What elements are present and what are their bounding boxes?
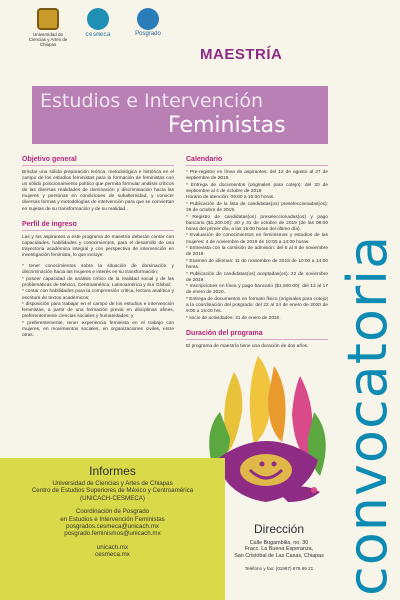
posgrado-logo-caption: Posgrado [135,31,161,37]
calendario-list [186,170,328,322]
perfil-heading: Perfil de ingreso [22,221,174,231]
perfil-intro: Las y los aspirantes a este programa de maestría deberán contar con capacidades, habilidades y conocimientos, para el desarrollo de una trayectoria académica integral y con perspectiva de intervención en investigación feminista, lo que incluye: [22,234,174,258]
calendario-heading: Calendario [186,156,328,166]
calendario-item: * Registro de candidatas(os) preseleccionadas(os) y pago bancario ($1,200.00): 30 y 31 de octubre de 2019 (de las 08:00 horas del primer día, a las 15:00 horas del último día). [186,214,328,232]
informes-line: Coordinación de Posgrado [75,508,150,516]
informes-line: (UNICACH-CESMECA) [80,494,145,502]
right-column [186,156,328,355]
informes-line: Universidad de Ciencias y Artes de Chiapas [52,480,173,487]
convocatoria-side-title: convocatoria [336,234,399,596]
address-line: Fracc. La Buena Esperanza, [244,546,314,553]
informes-line: Centro de Estudios Superiores de México y Centroamérica [31,487,194,495]
calendario-item: * Publicación de la lista de candidatas(os) preseleccionadas(os): 29 de octubre de 2019. [186,201,328,214]
calendario-item: * Pre-registro en línea de aspirantes: del 12 de agosto al 27 de septiembre de 2019. [186,170,328,182]
objetivo-heading: Objetivo general [22,156,174,166]
duracion-heading: Duración del programa [186,330,328,340]
program-level-label: MAESTRÍA [200,46,283,63]
perfil-item: * contar con habilidades para la comprensión crítica, lectura analítica y escritura de textos académicos; [22,289,174,301]
informes-heading: Informes [89,464,136,478]
center-corn-cob-icon [250,356,286,444]
informes-box [0,458,225,600]
objetivo-body [22,170,174,213]
informes-content [0,464,225,559]
calendario-item: Horario de atención: 09:00 a 15:00 horas. [186,195,275,201]
unicach-logo-caption: Universidad de Ciencias y Artes de Chiapas [28,32,68,47]
unicach-logo [28,8,68,47]
duracion-body [186,344,328,350]
cesmeca-emblem-icon [87,8,109,30]
duracion-text: El programa de maestría tiene una duración de dos años. [186,343,309,349]
calendario-item: * Inscripciones en línea y pago bancario ($1,500.00): del 13 al 17 de enero de 2020. [186,284,328,296]
perfil-list [22,264,174,339]
direccion-heading: Dirección [253,522,304,536]
posgrado-logo [128,8,168,37]
website-link[interactable]: cesmeca.mx [95,551,130,559]
phone-line: Teléfono y fax: (01967) 678 69 21 [244,566,314,572]
calendario-body [186,170,328,322]
program-title-line2: Feministas [168,113,286,138]
perfil-item: * disposición para trabajar en el campo de los estudios e intervención feministas, a partir de una formación previa en disciplinas afines, preferentemente ciencias sociales y humanidades; y [22,302,174,320]
posgrado-emblem-icon [137,8,159,30]
direccion-block [220,522,338,571]
address-line: Calle Bugambilia, no. 30 [249,540,309,546]
calendario-item: * Entrega de documentos (originales para cotejo): del 30 de septiembre al 4 de octubre de 2019 [186,182,328,194]
calendario-item: * Entrega de documentos en formato físico (originales para cotejo) a la coordinación del posgrado: del 22 al 24 de enero de 2020 de 9:00 a 15:00 hrs. [186,296,328,315]
program-title-line1: Estudios e Intervención [40,90,263,112]
calendario-item: * Inicio de actividades: 31 de enero de 2020. [186,315,281,321]
contact-email-link[interactable]: posgrados.cesmeca@unicach.mx [66,523,159,531]
calendario-item: * Examen de idiomas: 11 de noviembre de 2019 de 10:00 a 14:00 horas. [186,258,328,270]
website-link[interactable]: unicach.mx [96,543,129,551]
cesmeca-logo-caption: cesmeca [85,31,111,38]
calendario-item: * Entrevista con la comisión de admisión: del 5 al 8 de noviembre de 2019. [186,246,328,258]
objetivo-text: Brindar una sólida preparación teórica, metodológica e histórica en el campo de los estudios feministas para la formación de feministas con un sólido posicionamiento político que permita formular análisis críticos de las diversas realidades de dominación y discriminación hacia las mujeres y personas en condiciones de subalternidad, y conocer diversas formas y metodologías de intervención para que se conviertan en sujetas de su transformación y de su realidad.. [22,170,174,212]
perfil-item: * preferentemente, tener experiencia feminista en el trabajo con mujeres, en movimientos sociales, en organizaciones civiles, entre otras. [22,320,174,339]
perfil-body [22,235,174,340]
left-column [22,156,174,340]
address-line: San Cristóbal de Las Casas, Chiapas [234,552,324,559]
calendario-item: * Publicación de candidatas(os) aceptadas(os): 22 de noviembre de 2019. [186,271,328,283]
calendario-item: * Evaluación de conocimientos en feminismos y estudios de las mujeres: 4 de noviembre de 2019 de 10:00 a 14:00 horas. [186,233,328,245]
cesmeca-logo [78,8,118,37]
perfil-item: * tener conocimientos sobre la situación de dominación y discriminación hacia las mujeres e interés en su transformación; [22,264,174,276]
perfil-item: * poseer capacidad de análisis crítico de la realidad social y de las problemáticas de México, Centroamérica, Latinoamérica y Sur Global; [22,276,174,288]
informes-line: en Estudios e Intervención Feministas [60,515,165,523]
unicach-shield-icon [37,8,59,30]
contact-email-link[interactable]: posgrado.feminismos@unicach.mx [64,530,161,538]
